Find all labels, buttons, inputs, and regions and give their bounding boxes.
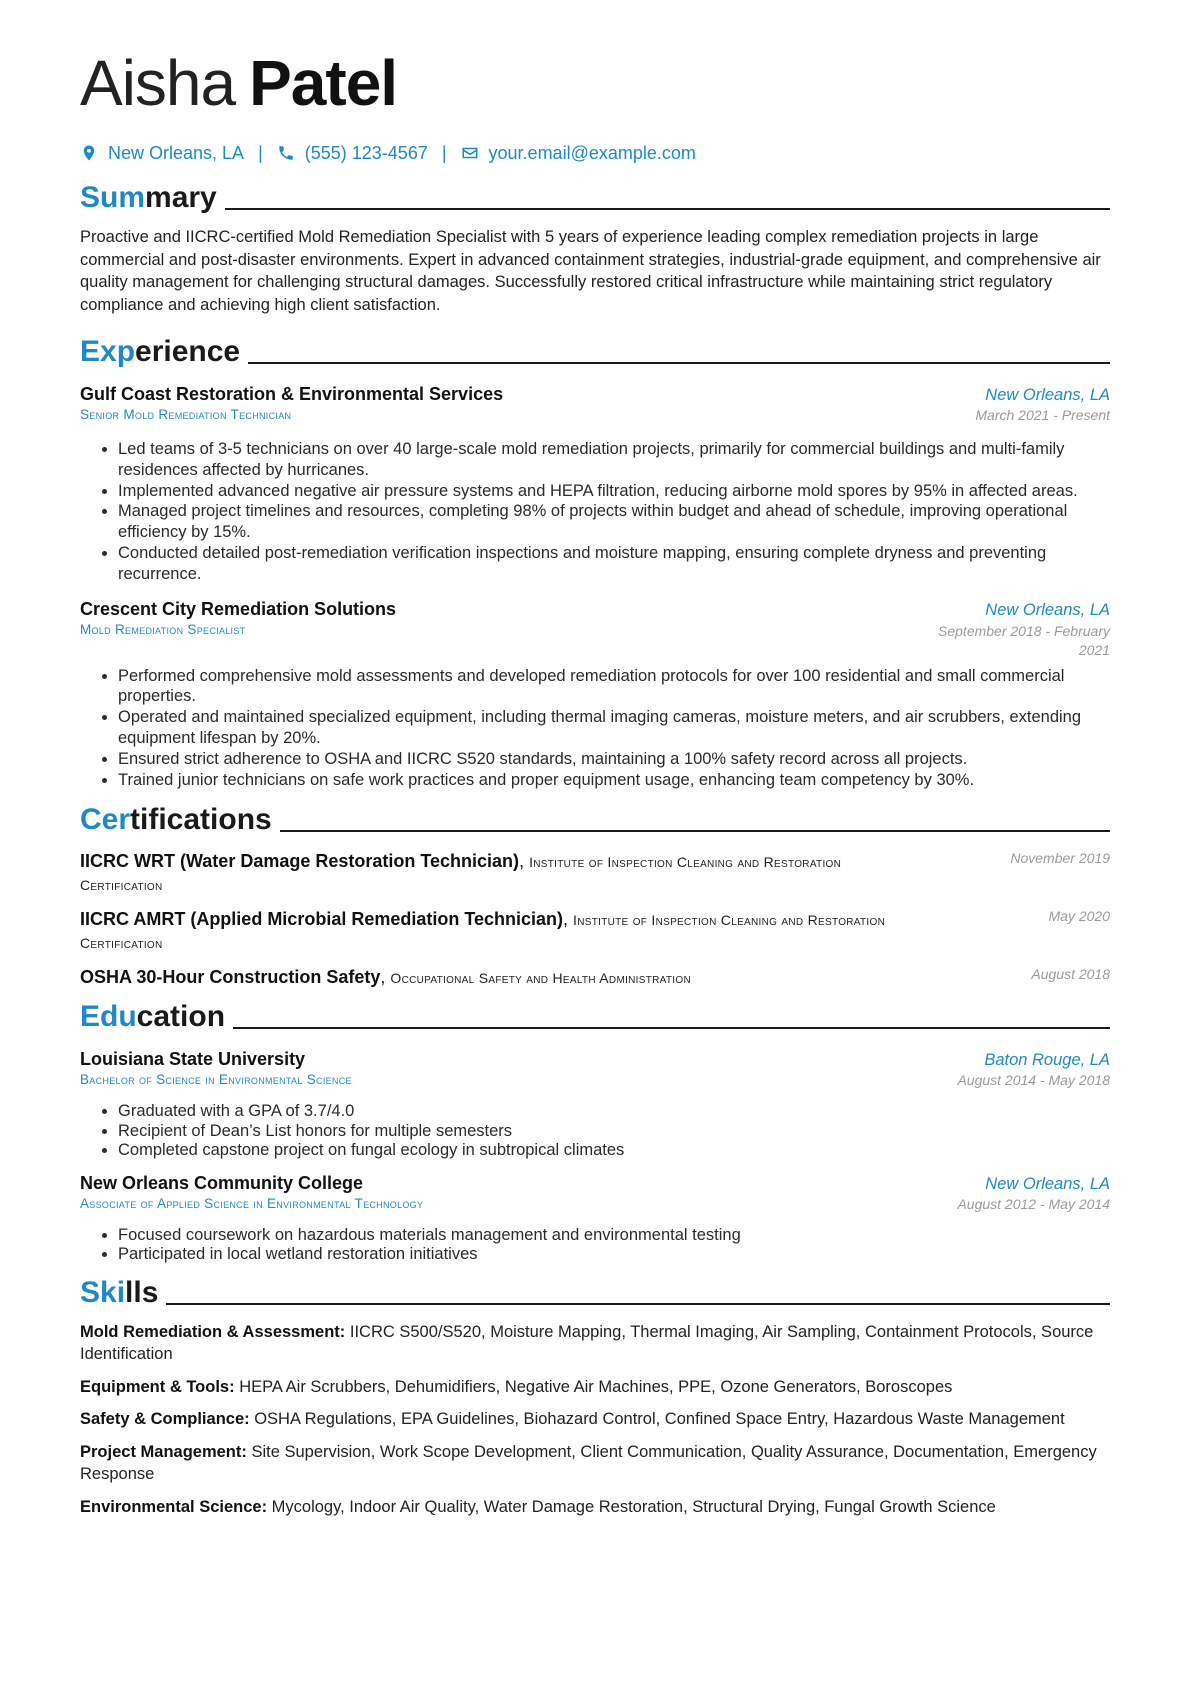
cert-date: May 2020 xyxy=(1048,908,1110,925)
skill-row xyxy=(80,1408,1110,1431)
skill-list: Site Supervision, Work Scope Development, Client Communication, Quality Assurance, Documentation, Emergency Response xyxy=(80,1442,1097,1484)
job-location: New Orleans, LA xyxy=(985,386,1110,404)
skill-category: Environmental Science: xyxy=(80,1497,268,1516)
list-item: • Recipient of Dean’s List honors for multiple semesters xyxy=(118,1122,1110,1142)
job-bullets xyxy=(80,439,1110,585)
section-rule xyxy=(166,1303,1110,1305)
email-link[interactable]: your.email@example.com xyxy=(488,142,696,163)
list-item: • Implemented advanced negative air pressure systems and HEPA filtration, reducing airborne mold spores by 95% in affected areas. xyxy=(118,481,1110,502)
list-item: • Managed project timelines and resources, completing 98% of projects within budget and ahead of schedule, improving operational efficiency by 15%. xyxy=(118,501,1110,543)
skill-row xyxy=(80,1496,1110,1519)
heading-accent: Exp xyxy=(80,335,136,368)
heading-rest: mary xyxy=(145,181,217,214)
last-name: Patel xyxy=(249,47,398,119)
cert-org: Occupational Safety and Health Administration xyxy=(390,970,691,987)
employer-name: Gulf Coast Restoration & Environmental Services xyxy=(80,384,504,404)
education-dates: August 2014 - May 2018 xyxy=(957,1072,1110,1089)
heading-accent: Sum xyxy=(80,181,146,214)
section-title xyxy=(80,999,225,1035)
section-title xyxy=(80,334,240,370)
list-item: • Graduated with a GPA of 3.7/4.0 xyxy=(118,1102,1110,1122)
education-heading xyxy=(80,995,1110,1035)
skill-category: Equipment & Tools: xyxy=(80,1377,235,1396)
contact-bar xyxy=(80,140,1110,166)
skill-row xyxy=(80,1441,1110,1486)
section-rule xyxy=(233,1027,1110,1029)
envelope-icon xyxy=(461,144,479,162)
section-rule xyxy=(248,362,1110,364)
skill-row xyxy=(80,1376,1110,1399)
list-item: • Operated and maintained specialized equipment, including thermal imaging cameras, moisture meters, and air scrubbers, extending equipment lifespan by 20%. xyxy=(118,707,1110,749)
education-entry xyxy=(80,1049,1110,1161)
skill-list: IICRC S500/S520, Moisture Mapping, Thermal Imaging, Air Sampling, Containment Protocols, Source Identification xyxy=(80,1322,1094,1364)
school-location: Baton Rouge, LA xyxy=(984,1051,1110,1070)
contact-separator: | xyxy=(441,142,447,163)
job-dates: March 2021 - Present xyxy=(975,407,1110,423)
list-item: • Trained junior technicians on safe work practices and proper equipment usage, enhancing team competency by 30%. xyxy=(118,770,1110,791)
cert-org: Institute of Inspection Cleaning and Restoration Certification xyxy=(80,854,842,894)
degree: Bachelor of Science in Environmental Science xyxy=(80,1072,352,1088)
contact-location xyxy=(80,143,244,164)
contact-separator: | xyxy=(258,142,263,163)
education-dates: August 2012 - May 2014 xyxy=(957,1195,1110,1212)
education-bullets xyxy=(80,1102,1110,1161)
heading-accent: Cer xyxy=(80,803,131,837)
heading-rest: erience xyxy=(135,335,241,368)
school-name: New Orleans Community College xyxy=(80,1172,364,1193)
certifications-heading xyxy=(80,798,1110,838)
cert-title: OSHA 30-Hour Construction Safety xyxy=(80,967,381,988)
job-title: Senior Mold Remediation Technician xyxy=(80,407,292,422)
list-item: • Participated in local wetland restoration initiatives xyxy=(118,1245,1110,1265)
skill-category: Safety & Compliance: xyxy=(80,1410,250,1429)
list-item: • Performed comprehensive mold assessments and developed remediation protocols for over 100 residential and small commercial properties. xyxy=(118,666,1110,708)
phone-icon xyxy=(277,144,295,162)
list-item: • Conducted detailed post-remediation verification inspections and moisture mapping, ensuring complete dryness and preventing recurrence. xyxy=(118,543,1110,585)
cert-date: August 2018 xyxy=(1031,966,1110,983)
list-item: • Focused coursework on hazardous materials management and environmental testing xyxy=(118,1226,1110,1246)
section-rule xyxy=(225,208,1110,210)
experience-entry xyxy=(80,599,1110,791)
list-item: • Led teams of 3-5 technicians on over 40 large-scale mold remediation projects, primarily for commercial buildings and multi-family residences affected by hurricanes. xyxy=(118,439,1110,481)
heading-rest: tifications xyxy=(130,803,272,837)
section-title xyxy=(80,802,272,838)
heading-accent: Edu xyxy=(80,1000,137,1034)
list-item: • Ensured strict adherence to OSHA and IICRC S520 standards, maintaining a 100% safety record across all projects. xyxy=(118,749,1110,770)
skill-list: HEPA Air Scrubbers, Dehumidifiers, Negative Air Machines, PPE, Ozone Generators, Boroscopes xyxy=(239,1377,953,1396)
employer-name: Crescent City Remediation Solutions xyxy=(80,598,397,619)
skill-list: Mycology, Indoor Air Quality, Water Damage Restoration, Structural Drying, Fungal Growth Science xyxy=(271,1497,996,1516)
certification-item: IICRC AMRT (Applied Microbial Remediation Technician), Institute of Inspection Cleaning and Restoration Certification May 2020 xyxy=(80,908,1110,952)
contact-phone[interactable] xyxy=(277,143,428,164)
certification-item: IICRC WRT (Water Damage Restoration Technician), Institute of Inspection Cleaning and Restoration Certification November 2019 xyxy=(80,850,1110,894)
section-title xyxy=(80,1275,158,1311)
location-text: New Orleans, LA xyxy=(108,142,245,163)
cert-title: IICRC WRT (Water Damage Restoration Technician) xyxy=(80,851,520,872)
section-rule xyxy=(280,830,1110,832)
cert-title: IICRC AMRT (Applied Microbial Remediation Technician) xyxy=(80,909,564,930)
school-name: Louisiana State University xyxy=(80,1049,306,1070)
school-location: New Orleans, LA xyxy=(985,1174,1110,1193)
heading-accent: Ski xyxy=(80,1275,126,1309)
cert-date: November 2019 xyxy=(1010,850,1110,867)
experience-heading xyxy=(80,330,1110,370)
job-dates: September 2018 - February 2021 xyxy=(938,622,1110,658)
heading-rest: lls xyxy=(125,1275,159,1309)
job-bullets xyxy=(80,666,1110,791)
education-bullets xyxy=(80,1226,1110,1265)
job-location: New Orleans, LA xyxy=(985,600,1110,619)
experience-entry xyxy=(80,384,1110,585)
phone-text: (555) 123-4567 xyxy=(304,142,428,163)
skill-list: OSHA Regulations, EPA Guidelines, Biohazard Control, Confined Space Entry, Hazardous Waste Management xyxy=(254,1410,1065,1429)
skill-category: Mold Remediation & Assessment: xyxy=(80,1322,346,1341)
education-entry xyxy=(80,1173,1110,1265)
skills-heading xyxy=(80,1271,1110,1311)
degree: Associate of Applied Science in Environmental Technology xyxy=(80,1195,424,1211)
summary-text: Proactive and IICRC-certified Mold Remediation Specialist with 5 years of experience leading complex remediation projects in large commercial and post-disaster environments. Expert in advanced containment strategies, industrial-grade equipment, and comprehensive air quality management for challenging structural damages. Successfully restored critical infrastructure while maintaining strict regulatory compliance and achieving high client satisfaction. xyxy=(80,228,1101,314)
heading-rest: cation xyxy=(136,1000,226,1034)
candidate-name xyxy=(80,44,1110,122)
job-title: Mold Remediation Specialist xyxy=(80,621,246,637)
certification-item: OSHA 30-Hour Construction Safety, Occupational Safety and Health Administration August 2018 xyxy=(80,966,1110,988)
section-title xyxy=(80,180,217,216)
skill-category: Project Management: xyxy=(80,1442,247,1461)
skill-row xyxy=(80,1321,1110,1366)
contact-email[interactable] xyxy=(461,143,696,164)
cert-org: Institute of Inspection Cleaning and Restoration Certification xyxy=(80,912,886,952)
first-name: Aisha xyxy=(80,47,236,119)
summary-heading xyxy=(80,176,1110,216)
map-pin-icon xyxy=(80,144,98,162)
list-item: • Completed capstone project on fungal ecology in subtropical climates xyxy=(118,1141,1110,1161)
